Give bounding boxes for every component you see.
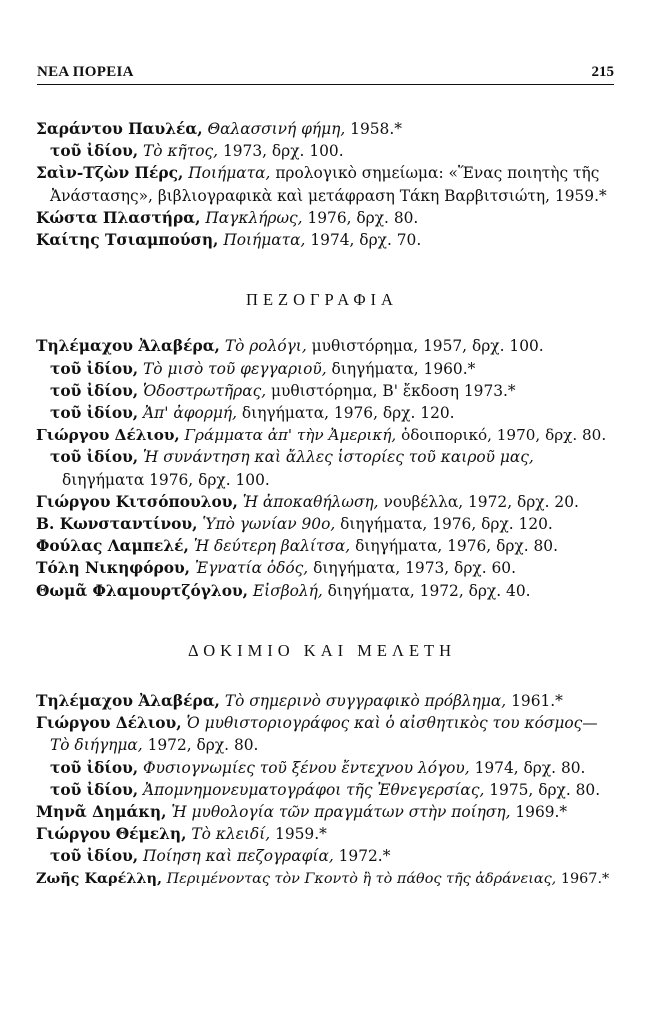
author-name: Σαὶν-Τζὼν Πέρς,	[36, 164, 184, 183]
book-details: διηγήματα, 1976, δρχ. 120.	[340, 515, 553, 534]
book-title: Ἀπομνημονευματογράφοι τῆς Ἐθνεγερσίας,	[143, 780, 485, 799]
book-details: ὁδοιπορικό, 1970, δρχ. 80.	[401, 426, 607, 445]
list-item	[36, 801, 608, 823]
list-item	[36, 118, 608, 140]
list-item	[36, 229, 608, 251]
author-name: Γιώργου Θέμελη,	[36, 825, 187, 844]
list-item	[36, 491, 608, 513]
list-item	[36, 557, 608, 579]
journal-title: ΝΕΑ ΠΟΡΕΙΑ	[37, 64, 134, 80]
author-name: Κώστα Πλαστήρα,	[36, 208, 201, 227]
list-item	[36, 513, 608, 535]
book-details: 1975, δρχ. 80.	[489, 780, 601, 799]
list-item	[36, 358, 608, 380]
book-title: Τὸ κῆτος,	[143, 142, 219, 161]
book-title: Περιμένοντας τὸν Γκοντὸ ἢ τὸ πάθος τῆς ἀδράνειας,	[166, 870, 557, 887]
list-item	[36, 207, 608, 229]
author-name: Γιώργου Κιτσόπουλου,	[36, 492, 238, 511]
author-name: τοῦ ἰδίου,	[50, 780, 139, 799]
list-item	[36, 823, 608, 845]
book-details: 1961.*	[511, 692, 563, 711]
page-number: 215	[591, 64, 614, 80]
book-details: 1976, δρχ. 80.	[307, 208, 419, 227]
book-details: διηγήματα, 1973, δρχ. 60.	[313, 559, 516, 578]
list-item	[36, 535, 608, 557]
author-name: Τηλέμαχου Ἀλαβέρα,	[36, 692, 220, 711]
author-name: Γιώργου Δέλιου,	[36, 426, 180, 445]
author-name: Καίτης Τσιαμπούση,	[36, 231, 219, 250]
book-details: διηγήματα 1976, δρχ. 100.	[62, 470, 270, 489]
book-title: Θαλασσινή φήμη,	[207, 120, 346, 138]
book-details: 1974, δρχ. 80.	[474, 758, 586, 777]
book-title: Ποιήματα,	[188, 164, 271, 183]
section-heading-prose: ΠΕΖΟΓΡΑΦΙΑ	[246, 290, 398, 310]
list-item	[36, 690, 608, 712]
author-name: τοῦ ἰδίου,	[50, 404, 139, 423]
book-title: Γράμματα ἀπ' τὴν Ἀμερική,	[184, 426, 397, 445]
author-name: τοῦ ἰδίου,	[50, 758, 139, 777]
list-item	[36, 446, 608, 490]
book-title: Ὁ μυθιστοριογράφος καὶ ὁ αἰσθητικὸς του κόσμος—Τὸ διήγημα,	[50, 714, 598, 755]
list-item	[36, 335, 608, 357]
book-title: Τὸ σημερινὸ συγγραφικὸ πρόβλημα,	[224, 692, 507, 711]
list-item	[36, 380, 608, 402]
author-name: Ζωῆς Καρέλλη,	[36, 869, 162, 887]
book-details: 1958.*	[350, 120, 402, 138]
list-item	[36, 424, 608, 446]
list-item	[36, 402, 608, 424]
book-details: 1967.*	[560, 870, 610, 887]
author-name: Β. Κωνσταντίνου,	[36, 515, 198, 534]
book-title: Φυσιογνωμίες τοῦ ξένου ἔντεχνου λόγου,	[143, 758, 470, 777]
book-title: Ἡ συνάντηση καὶ ἄλλες ἱστορίες τοῦ καιροῦ μας,	[143, 448, 534, 467]
book-details: 1969.*	[515, 803, 568, 822]
book-title: Ὁδοστρωτῆρας,	[143, 381, 267, 400]
book-title: Εἰσβολή,	[252, 581, 323, 600]
book-title: Ἀπ' ἀφορμή,	[143, 404, 237, 423]
book-title: Ὑπὸ γωνίαν 90ο,	[202, 515, 336, 534]
list-item	[36, 757, 608, 779]
list-item	[36, 140, 608, 162]
author-name: Τόλη Νικηφόρου,	[36, 559, 191, 578]
book-details: μυθιστόρημα, Β' ἔκδοση 1973.*	[271, 381, 516, 400]
book-details: 1959.*	[275, 825, 327, 844]
list-item	[36, 845, 608, 867]
author-name: Φούλας Λαμπελέ,	[36, 537, 189, 556]
book-details: 1972, δρχ. 80.	[147, 736, 259, 755]
book-details: μυθιστόρημα, 1957, δρχ. 100.	[311, 337, 544, 356]
book-title: Τὸ ρολόγι,	[224, 337, 307, 356]
author-name: Γιώργου Δέλιου,	[36, 714, 182, 733]
book-title: Παγκλήρως,	[205, 208, 303, 227]
book-details: διηγήματα, 1976, δρχ. 80.	[355, 537, 558, 556]
author-name: τοῦ ἰδίου,	[50, 381, 139, 400]
author-name: τοῦ ἰδίου,	[50, 359, 139, 378]
book-title: Ποίηση καὶ πεζογραφία,	[143, 847, 334, 866]
book-details: νουβέλλα, 1972, δρχ. 20.	[383, 492, 579, 511]
list-item	[36, 868, 608, 890]
list-item	[36, 712, 608, 756]
list-item	[36, 580, 608, 602]
running-header	[37, 62, 614, 85]
author-name: Θωμᾶ Φλαμουρτζόγλου,	[36, 581, 249, 600]
book-title: Τὸ κλειδί,	[191, 825, 271, 844]
author-name: Μηνᾶ Δημάκη,	[36, 803, 167, 822]
book-title: Ἐγνατία ὁδός,	[194, 559, 309, 578]
list-item	[36, 779, 608, 801]
book-details: διηγήματα, 1960.*	[331, 359, 476, 378]
author-name: Σαράντου Παυλέα,	[36, 120, 203, 138]
author-name: τοῦ ἰδίου,	[50, 847, 139, 866]
book-title: Ἡ δεύτερη βαλίτσα,	[193, 537, 351, 556]
book-details: προλογικὸ σημείωμα: «Ἕνας ποιητὴς τῆς Ἀνάστασης», βιβλιογραφικὰ καὶ μετάφραση Τάκη Βαρβιτσιώτη, 1959.*	[50, 164, 607, 205]
book-details: διηγήματα, 1972, δρχ. 40.	[327, 581, 531, 600]
author-name: Τηλέμαχου Ἀλαβέρα,	[36, 337, 220, 356]
list-item	[36, 162, 608, 206]
book-details: διηγήματα, 1976, δρχ. 120.	[241, 404, 455, 423]
catalog-list	[36, 118, 608, 890]
section-heading-essay: ΔΟΚΙΜΙΟ ΚΑΙ ΜΕΛΕΤΗ	[187, 640, 457, 660]
book-title: Ἡ μυθολογία τῶν πραγμάτων στὴν ποίηση,	[171, 803, 511, 822]
book-details: 1972.*	[338, 847, 391, 866]
author-name: τοῦ ἰδίου,	[50, 448, 139, 467]
book-details: 1973, δρχ. 100.	[222, 142, 344, 161]
author-name: τοῦ ἰδίου,	[50, 142, 139, 161]
book-details: 1974, δρχ. 70.	[310, 231, 422, 250]
book-title: Ἡ ἀποκαθήλωση,	[242, 492, 379, 511]
book-title: Τὸ μισὸ τοῦ φεγγαριοῦ,	[143, 359, 327, 378]
book-title: Ποιήματα,	[223, 231, 306, 250]
